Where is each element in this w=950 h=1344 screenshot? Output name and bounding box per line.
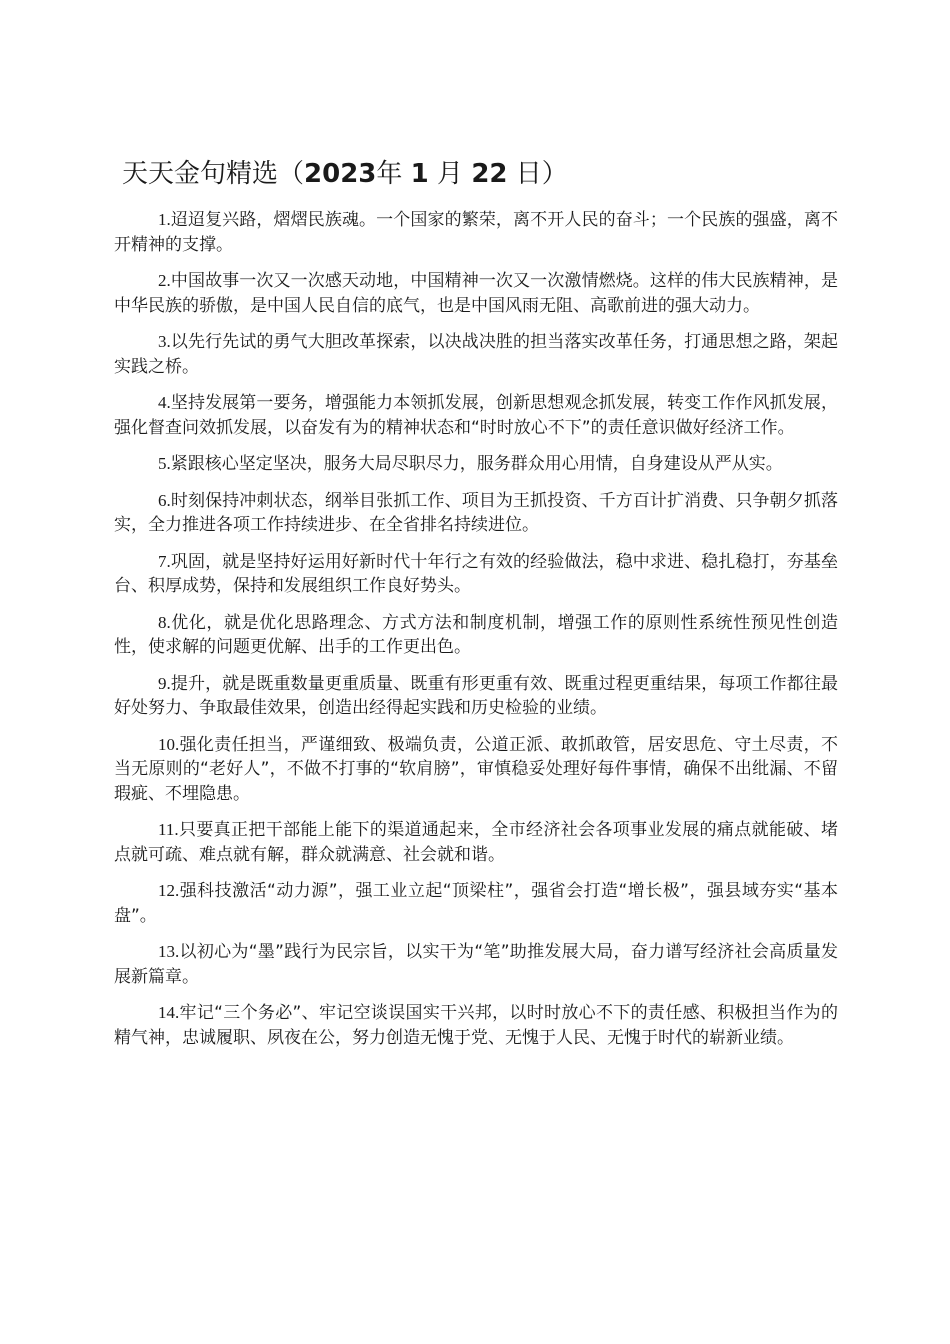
- quote-paragraph-3: [114, 330, 838, 379]
- quote-paragraph-7: [114, 550, 838, 599]
- title-day-unit: 日: [515, 159, 542, 189]
- quote-number: 7.: [158, 551, 171, 571]
- quote-text: 紧跟核心坚定坚决，服务大局尽职尽力，服务群众用心用情，自身建设从严从实。: [170, 454, 783, 474]
- quote-text: 坚持发展第一要务，增强能力本领抓发展，创新思想观念抓发展，转变工作作风抓发展，强化督查问效抓发展，以奋发有为的精神状态和“时时放心不下”的责任意识做好经济工作。: [114, 393, 838, 438]
- quote-text: 巩固，就是坚持好运用好新时代十年行之有效的经验做法，稳中求进、稳扎稳打，夯基垒台、积厚成势，保持和发展组织工作良好势头。: [114, 551, 838, 596]
- title-month-unit: 月: [437, 159, 464, 189]
- quote-number: 14.: [158, 1003, 180, 1022]
- quote-number: 5.: [158, 454, 171, 473]
- title-prefix: 天天金句精选（: [122, 159, 305, 189]
- quote-text: 只要真正把干部能上能下的渠道通起来，全市经济社会各项事业发展的痛点就能破、堵点就可疏、难点就有解，群众就满意、社会就和谐。: [114, 820, 838, 865]
- quote-paragraph-12: [114, 879, 838, 928]
- quote-text: 强化责任担当，严谨细致、极端负责，公道正派、敢抓敢管，居安思危、守土尽责，不当无原则的“老好人”，不做不打事的“软肩膀”，审慎稳妥处理好每件事情，确保不出纰漏、不留瑕疵、不埋隐患。: [114, 734, 838, 804]
- quote-text: 以先行先试的勇气大胆改革探索，以决战决胜的担当落实改革任务，打通思想之路，架起实践之桥。: [114, 332, 838, 377]
- quote-number: 9.: [158, 673, 171, 693]
- quote-text: 迢迢复兴路，熠熠民族魂。一个国家的繁荣，离不开人民的奋斗；一个民族的强盛，离不开精神的支撑。: [114, 210, 838, 255]
- quote-text: 牢记“三个务必”、牢记空谈误国实干兴邦，以时时放心不下的责任感、积极担当作为的精气神，忠诚履职、夙夜在公，努力创造无愧于党、无愧于人民、无愧于时代的崭新业绩。: [114, 1003, 838, 1048]
- quote-text: 时刻保持冲刺状态，纲举目张抓工作、项目为王抓投资、千方百计扩消费、只争朝夕抓落实，全力推进各项工作持续进步、在全省排名持续进位。: [114, 490, 838, 535]
- quote-paragraph-4: [114, 391, 838, 440]
- quote-paragraph-14: [114, 1001, 838, 1050]
- quote-number: 11.: [158, 820, 179, 839]
- quote-paragraph-8: [114, 611, 838, 660]
- quote-text: 以初心为“墨”践行为民宗旨，以实干为“笔”助推发展大局，奋力谱写经济社会高质量发展新篇章。: [114, 942, 838, 987]
- title-year-unit: 年: [376, 159, 403, 189]
- quote-text: 提升，就是既重数量更重质量、既重有形更重有效、既重过程更重结果，每项工作都往最好处努力、争取最佳效果，创造出经得起实践和历史检验的业绩。: [114, 673, 838, 718]
- title-year: 2023: [304, 159, 377, 189]
- quote-paragraph-9: [114, 672, 838, 721]
- quote-paragraph-11: [114, 818, 838, 867]
- title-day: 22: [471, 159, 508, 189]
- quote-number: 1.: [158, 210, 171, 229]
- quote-text: 强科技激活“动力源”，强工业立起“顶梁柱”，强省会打造“增长极”，强县域夯实“基本盘”。: [114, 881, 838, 926]
- title-month: 1: [410, 159, 429, 189]
- quote-number: 13.: [158, 942, 180, 961]
- document-title: [122, 154, 842, 194]
- quote-paragraph-6: [114, 489, 838, 538]
- quote-number: 6.: [158, 490, 171, 510]
- title-suffix: ）: [541, 159, 568, 189]
- quote-list: [114, 208, 838, 1062]
- quote-number: 3.: [158, 332, 171, 351]
- quote-text: 优化，就是优化思路理念、方式方法和制度机制，增强工作的原则性系统性预见性创造性，使求解的问题更优解、出手的工作更出色。: [114, 612, 838, 657]
- quote-paragraph-10: [114, 733, 838, 807]
- quote-paragraph-2: [114, 269, 838, 318]
- quote-number: 2.: [158, 271, 171, 290]
- quote-number: 8.: [158, 612, 171, 632]
- quote-paragraph-5: [114, 452, 838, 477]
- quote-number: 4.: [158, 393, 171, 412]
- quote-number: 10.: [158, 734, 180, 754]
- quote-number: 12.: [158, 881, 180, 900]
- quote-paragraph-1: [114, 208, 838, 257]
- quote-paragraph-13: [114, 940, 838, 989]
- quote-text: 中国故事一次又一次感天动地，中国精神一次又一次激情燃烧。这样的伟大民族精神，是中华民族的骄傲，是中国人民自信的底气，也是中国风雨无阻、高歌前进的强大动力。: [114, 271, 838, 316]
